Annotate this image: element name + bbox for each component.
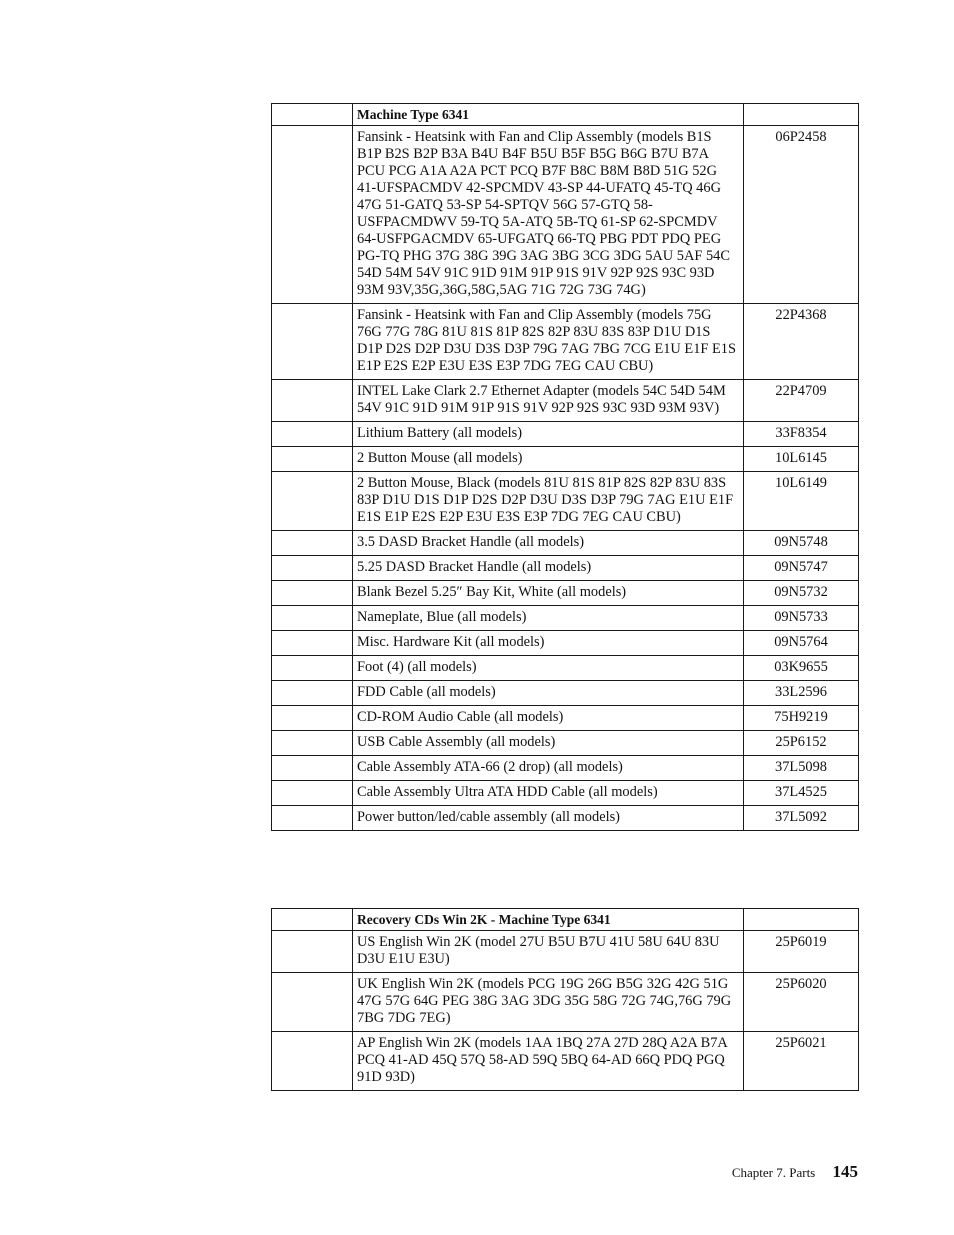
index-cell — [272, 531, 353, 556]
part-number: 22P4709 — [744, 380, 859, 422]
table-header-title: Recovery CDs Win 2K - Machine Type 6341 — [353, 909, 744, 931]
part-description: AP English Win 2K (models 1AA 1BQ 27A 27D 28Q A2A B7A PCQ 41-AD 45Q 57Q 58-AD 59Q 5BQ 64-AD 66Q PDQ PGQ 91D 93D) — [353, 1032, 744, 1091]
part-description: Nameplate, Blue (all models) — [353, 606, 744, 631]
table-header-row — [272, 104, 859, 126]
part-number: 25P6020 — [744, 973, 859, 1032]
table-row — [272, 126, 859, 304]
index-cell — [272, 909, 353, 931]
page-footer — [732, 1162, 858, 1182]
part-number: 25P6019 — [744, 931, 859, 973]
index-cell — [272, 681, 353, 706]
index-cell — [272, 472, 353, 531]
part-number: 10L6149 — [744, 472, 859, 531]
index-cell — [272, 447, 353, 472]
part-description: Cable Assembly ATA-66 (2 drop) (all models) — [353, 756, 744, 781]
part-description: Misc. Hardware Kit (all models) — [353, 631, 744, 656]
table-row — [272, 756, 859, 781]
table-row — [272, 472, 859, 531]
part-number: 09N5748 — [744, 531, 859, 556]
part-description: INTEL Lake Clark 2.7 Ethernet Adapter (models 54C 54D 54M 54V 91C 91D 91M 91P 91S 91V 92P 92S 93C 93D 93M 93V) — [353, 380, 744, 422]
parts-table-recovery-cds — [271, 908, 859, 1091]
index-cell — [272, 731, 353, 756]
part-description: Foot (4) (all models) — [353, 656, 744, 681]
index-cell — [272, 706, 353, 731]
part-number: 33L2596 — [744, 681, 859, 706]
index-cell — [272, 422, 353, 447]
part-description: 5.25 DASD Bracket Handle (all models) — [353, 556, 744, 581]
part-description: Fansink - Heatsink with Fan and Clip Assembly (models 75G 76G 77G 78G 81U 81S 81P 82S 82P 83U 83S 83P D1U D1S D1P D2S D2P D3U D3S D3P 79G 7AG 7BG 7CG E1U E1F E1S E1P E2S E2P E3U E3S E3P 7DG 7EG CAU CBU) — [353, 304, 744, 380]
table-row — [272, 656, 859, 681]
part-number: 03K9655 — [744, 656, 859, 681]
part-number: 25P6021 — [744, 1032, 859, 1091]
part-description: CD-ROM Audio Cable (all models) — [353, 706, 744, 731]
part-description: 2 Button Mouse (all models) — [353, 447, 744, 472]
index-cell — [272, 973, 353, 1032]
index-cell — [272, 931, 353, 973]
part-number: 09N5732 — [744, 581, 859, 606]
part-description: Cable Assembly Ultra ATA HDD Cable (all models) — [353, 781, 744, 806]
part-description: FDD Cable (all models) — [353, 681, 744, 706]
table-row — [272, 606, 859, 631]
part-number: 09N5733 — [744, 606, 859, 631]
index-cell — [272, 126, 353, 304]
index-cell — [272, 781, 353, 806]
part-number-header-cell — [744, 104, 859, 126]
part-description: US English Win 2K (model 27U B5U B7U 41U 58U 64U 83U D3U E1U E3U) — [353, 931, 744, 973]
index-cell — [272, 380, 353, 422]
table-header-title: Machine Type 6341 — [353, 104, 744, 126]
part-number: 75H9219 — [744, 706, 859, 731]
table-row — [272, 447, 859, 472]
part-number: 33F8354 — [744, 422, 859, 447]
table-row — [272, 973, 859, 1032]
parts-table-body — [272, 104, 859, 831]
part-description: Power button/led/cable assembly (all models) — [353, 806, 744, 831]
table-row — [272, 706, 859, 731]
part-number: 06P2458 — [744, 126, 859, 304]
page-number: 145 — [832, 1162, 858, 1181]
table-row — [272, 380, 859, 422]
part-description: Fansink - Heatsink with Fan and Clip Assembly (models B1S B1P B2S B2P B3A B4U B4F B5U B5F B5G B6G B7U B7A PCU PCG A1A A2A PCT PCQ B7F B8C B8M B8D 51G 52G 41-UFSPACMDV 42-SPCMDV 43-SP 44-UFATQ 45-TQ 46G 47G 51-GATQ 53-SP 54-SPTQV 56G 57-GTQ 58-USFPACMDWV 59-TQ 5A-ATQ 5B-TQ 61-SP 62-SPCMDV 64-USFPGACMDV 65-UFGATQ 66-TQ PBG PDT PDQ PEG PG-TQ PHG 37G 38G 39G 3AG 3BG 3CG 3DG 5AU 5AF 54C 54D 54M 54V 91C 91D 91M 91P 91S 91V 92P 92S 93C 93D 93M 93V,35G,36G,58G,5AG 71G 72G 73G 74G) — [353, 126, 744, 304]
part-description: 2 Button Mouse, Black (models 81U 81S 81P 82S 82P 83U 83S 83P D1U D1S D1P D2S D2P D3U D3S D3P 79G 7AG E1U E1F E1S E1P E2S E2P E3U E3S E3P 7DG 7EG CAU CBU) — [353, 472, 744, 531]
table-row — [272, 422, 859, 447]
table-row — [272, 681, 859, 706]
table-row — [272, 556, 859, 581]
table-row — [272, 806, 859, 831]
part-description: Lithium Battery (all models) — [353, 422, 744, 447]
part-number: 09N5764 — [744, 631, 859, 656]
part-description: UK English Win 2K (models PCG 19G 26G B5G 32G 42G 51G 47G 57G 64G PEG 38G 3AG 3DG 35G 58G 72G 74G,76G 79G 7BG 7DG 7EG) — [353, 973, 744, 1032]
table-row — [272, 631, 859, 656]
table-row — [272, 304, 859, 380]
part-number: 22P4368 — [744, 304, 859, 380]
part-number: 09N5747 — [744, 556, 859, 581]
index-cell — [272, 806, 353, 831]
chapter-label: Chapter 7. Parts — [731, 1165, 816, 1180]
index-cell — [272, 304, 353, 380]
part-description: 3.5 DASD Bracket Handle (all models) — [353, 531, 744, 556]
index-cell — [272, 581, 353, 606]
part-number: 25P6152 — [744, 731, 859, 756]
table-row — [272, 1032, 859, 1091]
table-row — [272, 931, 859, 973]
index-cell — [272, 104, 353, 126]
index-cell — [272, 606, 353, 631]
parts-table-machine-type — [271, 103, 859, 831]
index-cell — [272, 756, 353, 781]
part-number: 37L5092 — [744, 806, 859, 831]
index-cell — [272, 556, 353, 581]
table-row — [272, 531, 859, 556]
index-cell — [272, 656, 353, 681]
table-header-row — [272, 909, 859, 931]
part-number: 10L6145 — [744, 447, 859, 472]
index-cell — [272, 631, 353, 656]
part-description: USB Cable Assembly (all models) — [353, 731, 744, 756]
table-row — [272, 731, 859, 756]
part-number: 37L5098 — [744, 756, 859, 781]
part-description: Blank Bezel 5.25″ Bay Kit, White (all models) — [353, 581, 744, 606]
index-cell — [272, 1032, 353, 1091]
part-number-header-cell — [744, 909, 859, 931]
table-row — [272, 581, 859, 606]
part-number: 37L4525 — [744, 781, 859, 806]
table-row — [272, 781, 859, 806]
parts-table-body — [272, 909, 859, 1091]
